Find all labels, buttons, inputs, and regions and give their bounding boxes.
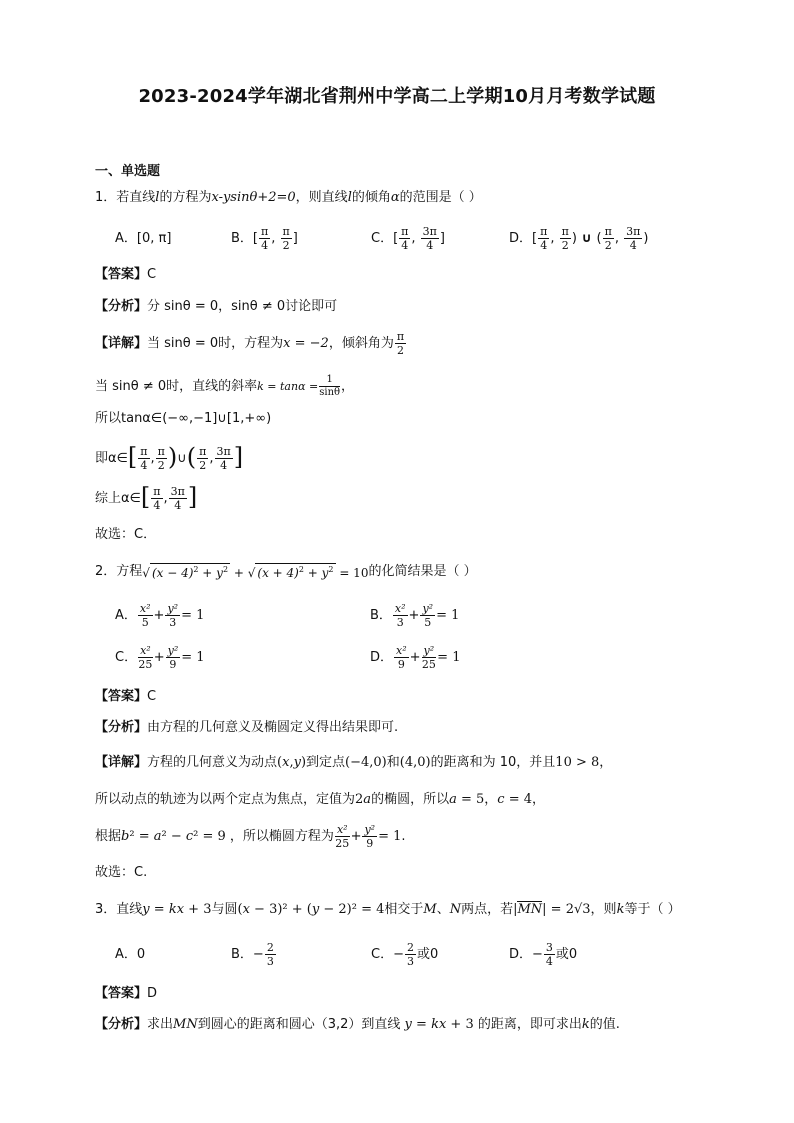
q1-detail-1: 【详解】 当 sinθ = 0时，方程为 x = −2 ，倾斜角为 $\frac{\pi}{2}$ (95, 329, 405, 357)
q3-options (115, 938, 577, 970)
q3-option-c: C．− $\frac{2}{3}$ 或0 (371, 940, 439, 968)
q1-option-d: D．[ $\frac{\pi}{4}$ , $\frac{\pi}{2}$ ) ∪ ( $\frac{\pi}{2}$ , $\frac{3\pi}{4}$ ) (509, 224, 649, 252)
q1-option-c: C．[ $\frac{\pi}{4}$ , $\frac{3\pi}{4}$ ] (371, 224, 445, 252)
q1-option-b: B．[ $\frac{\pi}{4}$ , $\frac{\pi}{2}$ ] (231, 224, 298, 252)
q3-answer: 【答案】D (95, 986, 158, 1001)
q2-option-b: B． $\frac{\text{x²}}{3}$ + $\frac{\text{y²}}{5}$ = 1 (370, 601, 460, 629)
page-title: 2023-2024学年湖北省荆州中学高二上学期10月月考数学试题 (138, 86, 656, 107)
q3-option-d: D．− $\frac{3}{4}$ 或0 (509, 940, 578, 968)
section-heading: 一、单选题 (95, 164, 161, 179)
q3-analysis: 【分析】求出MN到圆心的距离和圆心（3,2）到直线 y = kx + 3 的距离，即可求出k的值. (95, 1017, 620, 1032)
q1-options (115, 222, 648, 254)
q2-stem: 2．方程 √ $(x - 4)^2 + y^2$ + √ $(x + 4)^2 + y^2 = 10$ 的化简结果是（ ） (95, 563, 477, 580)
q3-option-a: A．0 (115, 946, 146, 962)
q2-detail-2: 所以动点的轨迹为以两个定点为焦点，定值为2a的椭圆，所以a = 5，c = 4， (95, 792, 546, 807)
q1-detail-4: 即α∈ [ $\frac{\pi}{4}$ , $\frac{\pi}{2}$ ) ∪ ( $\frac{\pi}{2}$ , $\frac{3\pi}{4}$ ] (95, 443, 244, 472)
q2-option-c: C． $\frac{\text{x²}}{25}$ + $\frac{\text{y²}}{9}$ = 1 (115, 643, 205, 671)
q3-stem: 3．直线y = kx + 3与圆(x − 3)² + (y − 2)² = 4相交于M、N两点，若|MN| = 2√3，则k等于（ ） (95, 902, 681, 917)
q2-answer: 【答案】C (95, 689, 157, 704)
q1-option-a: A．[0, π] (115, 230, 172, 246)
q2-option-a: A． $\frac{\text{x²}}{5}$ + $\frac{\text{y²}}{3}$ = 1 (115, 601, 205, 629)
q1-detail-3: 所以tanα∈(−∞,−1]∪[1,+∞) (95, 411, 272, 426)
q1-stem: 1．若直线l的方程为x-ysinθ+2=0，则直线l的倾角α的范围是（ ） (95, 190, 482, 205)
q2-analysis: 【分析】由方程的几何意义及椭圆定义得出结果即可. (95, 720, 399, 735)
q2-option-d: D． $\frac{\text{x²}}{9}$ + $\frac{\text{y²}}{25}$ = 1 (370, 643, 461, 671)
q1-detail-5: 综上α∈ [ $\frac{\pi}{4}$ , $\frac{3\pi}{4}$ ] (95, 483, 198, 512)
q2-conclusion: 故选：C. (95, 865, 148, 880)
q1-analysis: 【分析】分 sinθ = 0，sinθ ≠ 0讨论即可 (95, 299, 338, 314)
q1-answer: 【答案】C (95, 267, 157, 282)
q1-conclusion: 故选：C． (95, 527, 157, 542)
q3-option-b: B．− $\frac{2}{3}$ (231, 940, 274, 968)
q2-detail-1: 【详解】方程的几何意义为动点(x,y)到定点(−4,0)和(4,0)的距离和为 10，并且10 > 8， (95, 755, 613, 770)
q2-detail-3: 根据 b² = a² − c² = 9 ，所以椭圆方程为 $\frac{\text{x²}}{25}$ + $\frac{\text{y²}}{9}$ = 1 . (95, 822, 406, 850)
q1-detail-2: 当 sinθ ≠ 0时，直线的斜率 k = tanα = $\frac{1}{\sin\theta}$ ， (95, 373, 355, 398)
